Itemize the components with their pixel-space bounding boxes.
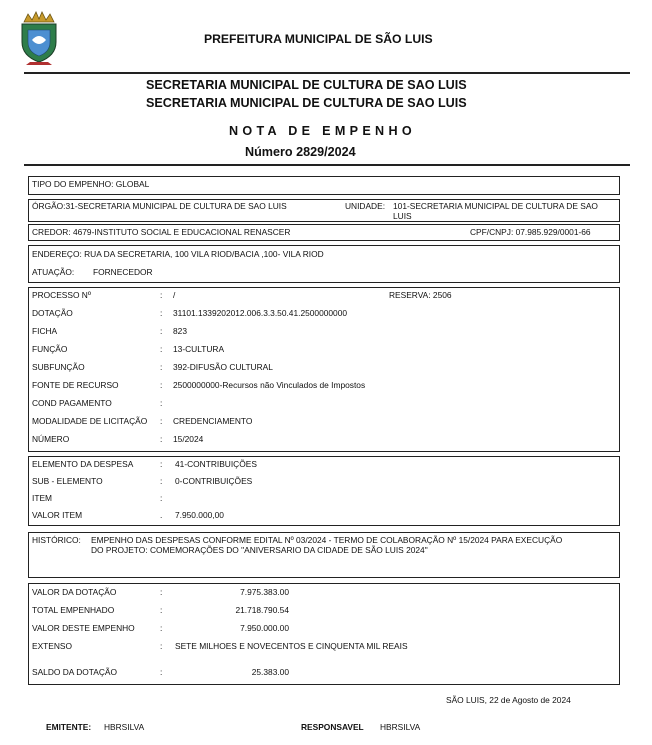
fonte-recurso-label: FONTE DE RECURSO	[32, 380, 119, 390]
saldo-dotacao-value: 25.383.00	[251, 667, 289, 677]
valor-dotacao-value: 7.975.383.00	[240, 587, 289, 597]
elemento-sep: :	[160, 459, 163, 469]
valores-box	[28, 583, 620, 685]
subfuncao-label: SUBFUNÇÃO	[32, 362, 85, 372]
historico-box	[28, 532, 620, 578]
funcao-value: 13-CULTURA	[173, 344, 225, 354]
cond-pagamento-label: COND PAGAMENTO	[32, 398, 112, 408]
valor-empenho-label: VALOR DESTE EMPENHO	[32, 623, 135, 633]
historico-line1: EMPENHO DAS DESPESAS CONFORME EDITAL Nº 03/2024 - TERMO DE COLABORAÇÃO Nº 15/2024 PARA EXECUÇÃO	[91, 535, 563, 545]
funcao-sep: :	[160, 344, 163, 354]
valor-item-label: VALOR ITEM	[32, 510, 83, 520]
reserva-text: RESERVA: 2506	[389, 290, 452, 300]
sub-elemento-label: SUB - ELEMENTO	[32, 476, 103, 486]
processo-sep: :	[160, 290, 163, 300]
sub-elemento-sep: :	[160, 476, 163, 486]
dotacao-label: DOTAÇÃO	[32, 308, 73, 318]
unidade-value-line1: 101-SECRETARIA MUNICIPAL DE CULTURA DE SAO	[393, 201, 598, 211]
funcao-label: FUNÇÃO	[32, 344, 68, 354]
historico-line2: DO PROJETO: COMEMORAÇÕES DO "ANIVERSARIO DA CIDADE DE SÃO LUIS 2024"	[91, 545, 428, 555]
header-divider-top	[24, 72, 630, 74]
valor-item-value: 7.950.000,00	[175, 510, 224, 520]
subfuncao-value: 392-DIFUSÃO CULTURAL	[173, 362, 273, 372]
processo-label: PROCESSO Nº	[32, 290, 91, 300]
cond-pagamento-sep: :	[160, 398, 163, 408]
valor-item-sep: .	[160, 510, 163, 520]
unidade-value-line2: LUIS	[393, 211, 412, 221]
sub-elemento-value: 0-CONTRIBUIÇÕES	[175, 476, 253, 486]
emitente-label: EMITENTE:	[46, 722, 92, 732]
unidade-label: UNIDADE:	[345, 201, 386, 211]
orgao-text: ÓRGÃO:31-SECRETARIA MUNICIPAL DE CULTURA DE SAO LUIS	[32, 201, 287, 211]
processo-value: /	[173, 290, 176, 300]
valor-dotacao-sep: :	[160, 587, 163, 597]
responsavel-value: HBRSILVA	[380, 722, 421, 732]
valor-empenho-sep: :	[160, 623, 163, 633]
total-empenhado-label: TOTAL EMPENHADO	[32, 605, 115, 615]
cpf-cnpj: CPF/CNPJ: 07.985.929/0001-66	[470, 227, 591, 237]
item-label: ITEM	[32, 493, 53, 503]
dotacao-sep: :	[160, 308, 163, 318]
total-empenhado-value: 21.718.790.54	[235, 605, 289, 615]
total-empenhado-sep: :	[160, 605, 163, 615]
extenso-value: SETE MILHOES E NOVECENTOS E CINQUENTA MIL REAIS	[175, 641, 408, 651]
endereco-text: ENDEREÇO: RUA DA SECRETARIA, 100 VILA RIOD/BACIA ,100- VILA RIOD	[32, 249, 324, 259]
saldo-dotacao-label: SALDO DA DOTAÇÃO	[32, 667, 118, 677]
header-divider-bottom	[24, 164, 630, 166]
emitente-value: HBRSILVA	[104, 722, 145, 732]
ficha-label: FICHA	[32, 326, 58, 336]
responsavel-label: RESPONSAVEL	[301, 722, 364, 732]
coat-of-arms-logo	[18, 10, 60, 66]
atuacao-value: FORNECEDOR	[93, 267, 153, 277]
modalidade-sep: :	[160, 416, 163, 426]
ficha-value: 823	[173, 326, 187, 336]
atuacao-label: ATUAÇÃO:	[32, 267, 75, 277]
document-number: Número 2829/2024	[245, 145, 356, 159]
numero-label: NÚMERO	[32, 434, 70, 444]
fonte-recurso-value: 2500000000-Recursos não Vinculados de Impostos	[173, 380, 366, 390]
endereco-box	[28, 245, 620, 283]
subfuncao-sep: :	[160, 362, 163, 372]
dotacao-value: 31101.1339202012.006.3.3.50.41.2500000000	[173, 308, 348, 318]
historico-label: HISTÓRICO:	[32, 535, 81, 545]
modalidade-label: MODALIDADE DE LICITAÇÃO	[32, 416, 148, 426]
ficha-sep: :	[160, 326, 163, 336]
modalidade-value: CREDENCIAMENTO	[173, 416, 253, 426]
numero-value: 15/2024	[173, 434, 204, 444]
tipo-empenho-text: TIPO DO EMPENHO: GLOBAL	[32, 179, 150, 189]
fonte-recurso-sep: :	[160, 380, 163, 390]
elemento-box	[28, 456, 620, 526]
prefeitura-title: PREFEITURA MUNICIPAL DE SÃO LUIS	[204, 32, 433, 46]
credor-box	[28, 224, 620, 241]
secretaria-title-2: SECRETARIA MUNICIPAL DE CULTURA DE SAO LUIS	[146, 96, 467, 110]
saldo-dotacao-sep: :	[160, 667, 163, 677]
processo-box	[28, 287, 620, 452]
elemento-label: ELEMENTO DA DESPESA	[32, 459, 134, 469]
numero-sep: :	[160, 434, 163, 444]
valor-empenho-value: 7.950.000.00	[240, 623, 289, 633]
secretaria-title-1: SECRETARIA MUNICIPAL DE CULTURA DE SAO LUIS	[146, 78, 467, 92]
signature-date: SÃO LUIS, 22 de Agosto de 2024	[446, 695, 571, 705]
extenso-sep: :	[160, 641, 163, 651]
valor-dotacao-label: VALOR DA DOTAÇÃO	[32, 587, 117, 597]
extenso-label: EXTENSO	[32, 641, 73, 651]
document-title: NOTA DE EMPENHO	[229, 124, 416, 138]
orgao-box	[28, 199, 620, 222]
item-sep: :	[160, 493, 163, 503]
credor-text: CREDOR: 4679-INSTITUTO SOCIAL E EDUCACIONAL RENASCER	[32, 227, 291, 237]
elemento-value: 41-CONTRIBUIÇÕES	[175, 459, 257, 469]
tipo-empenho-box	[28, 176, 620, 195]
